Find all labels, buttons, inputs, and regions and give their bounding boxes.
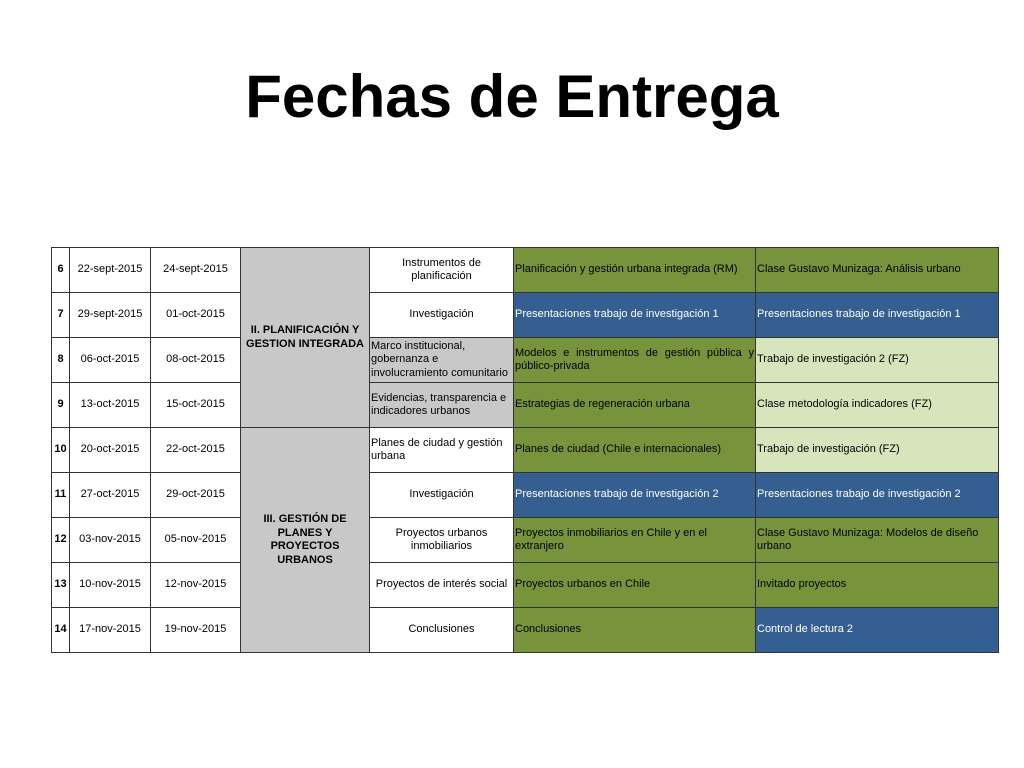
activity-cell: Conclusiones [514, 608, 756, 653]
activity-cell: Proyectos inmobiliarios en Chile y en el extranjero [514, 518, 756, 563]
note-cell: Control de lectura 2 [756, 608, 999, 653]
topic-cell: Instrumentos de planificación [370, 248, 514, 293]
topic-cell: Marco institucional, gobernanza e involucramiento comunitario [370, 338, 514, 383]
session-number: 13 [52, 563, 70, 608]
note-cell: Invitado proyectos [756, 563, 999, 608]
session-number: 14 [52, 608, 70, 653]
topic-cell: Conclusiones [370, 608, 514, 653]
table-row [52, 563, 999, 608]
table-row [52, 608, 999, 653]
date-start: 13-oct-2015 [70, 383, 151, 428]
date-start: 29-sept-2015 [70, 293, 151, 338]
activity-cell: Planificación y gestión urbana integrada (RM) [514, 248, 756, 293]
table-row [52, 383, 999, 428]
note-cell: Clase Gustavo Munizaga: Análisis urbano [756, 248, 999, 293]
topic-cell: Planes de ciudad y gestión urbana [370, 428, 514, 473]
date-start: 17-nov-2015 [70, 608, 151, 653]
unit-cell: III. GESTIÓN DE PLANES Y PROYECTOS URBANOS [241, 428, 370, 653]
table-row [52, 428, 999, 473]
activity-cell: Planes de ciudad (Chile e internacionales) [514, 428, 756, 473]
activity-cell: Estrategias de regeneración urbana [514, 383, 756, 428]
date-end: 15-oct-2015 [151, 383, 241, 428]
topic-cell: Proyectos de interés social [370, 563, 514, 608]
note-cell: Trabajo de investigación (FZ) [756, 428, 999, 473]
date-start: 27-oct-2015 [70, 473, 151, 518]
note-cell: Presentaciones trabajo de investigación 2 [756, 473, 999, 518]
activity-cell: Presentaciones trabajo de investigación 2 [514, 473, 756, 518]
activity-cell: Modelos e instrumentos de gestión pública y público-privada [514, 338, 756, 383]
date-end: 24-sept-2015 [151, 248, 241, 293]
table-row [52, 293, 999, 338]
session-number: 6 [52, 248, 70, 293]
date-end: 22-oct-2015 [151, 428, 241, 473]
date-start: 22-sept-2015 [70, 248, 151, 293]
topic-cell: Evidencias, transparencia e indicadores urbanos [370, 383, 514, 428]
session-number: 11 [52, 473, 70, 518]
date-end: 05-nov-2015 [151, 518, 241, 563]
date-end: 12-nov-2015 [151, 563, 241, 608]
table-row [52, 248, 999, 293]
session-number: 9 [52, 383, 70, 428]
date-end: 01-oct-2015 [151, 293, 241, 338]
date-end: 08-oct-2015 [151, 338, 241, 383]
session-number: 7 [52, 293, 70, 338]
date-start: 06-oct-2015 [70, 338, 151, 383]
page-title: Fechas de Entrega [245, 63, 779, 130]
table-row [52, 518, 999, 563]
topic-cell: Investigación [370, 293, 514, 338]
activity-cell: Presentaciones trabajo de investigación 1 [514, 293, 756, 338]
schedule-table [51, 247, 999, 653]
date-end: 19-nov-2015 [151, 608, 241, 653]
topic-cell: Investigación [370, 473, 514, 518]
session-number: 12 [52, 518, 70, 563]
topic-cell: Proyectos urbanos inmobiliarios [370, 518, 514, 563]
unit-cell: II. PLANIFICACIÓN Y GESTION INTEGRADA [241, 248, 370, 428]
date-start: 20-oct-2015 [70, 428, 151, 473]
date-start: 03-nov-2015 [70, 518, 151, 563]
table-row [52, 473, 999, 518]
note-cell: Trabajo de investigación 2 (FZ) [756, 338, 999, 383]
note-cell: Presentaciones trabajo de investigación 1 [756, 293, 999, 338]
session-number: 10 [52, 428, 70, 473]
session-number: 8 [52, 338, 70, 383]
note-cell: Clase Gustavo Munizaga: Modelos de diseño urbano [756, 518, 999, 563]
date-end: 29-oct-2015 [151, 473, 241, 518]
table-row [52, 338, 999, 383]
date-start: 10-nov-2015 [70, 563, 151, 608]
note-cell: Clase metodología indicadores (FZ) [756, 383, 999, 428]
activity-cell: Proyectos urbanos en Chile [514, 563, 756, 608]
